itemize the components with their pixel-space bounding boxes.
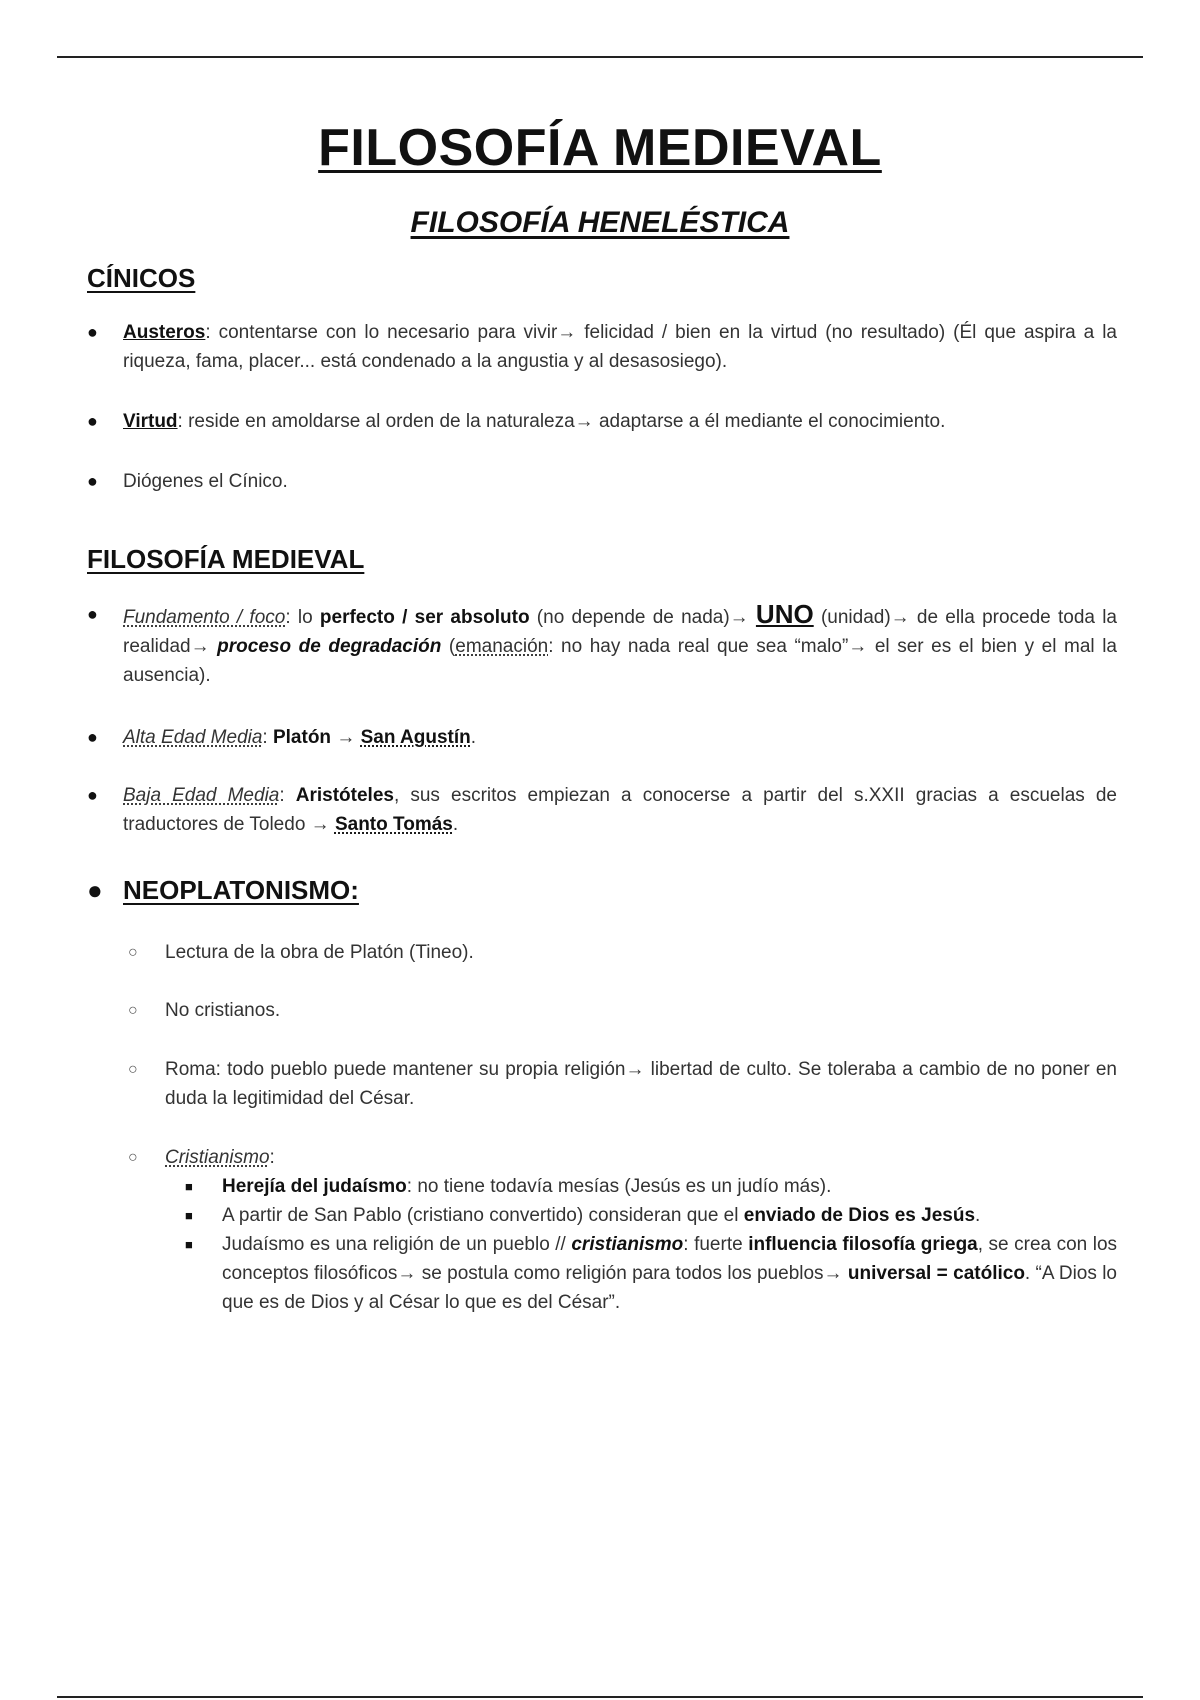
bold-fragment: Santo Tomás	[334, 814, 453, 835]
item-text: Diógenes el Cínico.	[123, 471, 288, 492]
text-fragment: : no tiene todavía mesías (Jesús es un judío más).	[406, 1176, 832, 1197]
term: Fundamento / foco	[123, 607, 286, 628]
bold-fragment: San Agustín	[360, 727, 471, 748]
list-item	[128, 1055, 1117, 1113]
bold-fragment: influencia filosofía griega	[748, 1234, 978, 1255]
list-item	[87, 600, 1117, 690]
circle-bullet-icon: ○	[128, 1061, 138, 1078]
section-heading-neoplatonismo	[87, 875, 359, 906]
text-fragment: (	[441, 636, 456, 657]
bold-fragment: Platón	[272, 727, 332, 748]
top-rule	[57, 56, 1143, 58]
item-text: : reside en amoldarse al orden de la naturaleza→ adaptarse a él mediante el conocimiento.	[177, 411, 946, 432]
list-item	[87, 407, 1117, 436]
uno-highlight: UNO	[755, 599, 814, 629]
bullet-icon: ●	[87, 411, 98, 431]
text-fragment: .	[470, 727, 477, 748]
term: Alta Edad Media	[123, 727, 263, 748]
square-bullet-icon: ■	[185, 1179, 193, 1194]
bullet-icon: ●	[87, 471, 98, 491]
item-text: Roma: todo pueblo puede mantener su propia religión→ libertad de culto. Se toleraba a cambio de no poner en duda la legitimidad del César.	[165, 1059, 1117, 1109]
list-item	[128, 996, 1117, 1025]
text-fragment: Judaísmo es una religión de un pueblo //	[222, 1234, 572, 1255]
term: Baja Edad Media	[123, 785, 280, 806]
circle-bullet-icon: ○	[128, 1002, 138, 1019]
bold-fragment: Herejía del judaísmo	[222, 1176, 407, 1197]
text-fragment: :	[269, 1147, 275, 1168]
bullet-icon: ●	[87, 727, 98, 747]
section-heading-medieval: FILOSOFÍA MEDIEVAL	[87, 544, 365, 574]
circle-bullet-icon: ○	[128, 944, 138, 961]
text-fragment: :	[279, 785, 296, 806]
bold-fragment: cristianismo	[571, 1234, 684, 1255]
text-fragment: : fuerte	[683, 1234, 749, 1255]
circle-bullet-icon: ○	[128, 1149, 138, 1166]
item-text: : contentarse con lo necesario para vivir→ felicidad / bien en la virtud (no resultado) (Él que aspira a la riqueza, fama, placer... está condenado a la angustia y al desasosiego).	[123, 322, 1117, 372]
list-item	[87, 723, 1117, 752]
text-fragment: →	[331, 727, 361, 748]
list-item	[87, 467, 1117, 496]
list-item	[185, 1172, 1117, 1201]
bold-fragment: Aristóteles	[295, 785, 394, 806]
page-subtitle: FILOSOFÍA HENELÉSTICA	[410, 206, 790, 239]
list-item	[87, 781, 1117, 839]
bold-fragment: enviado de Dios es Jesús	[743, 1205, 976, 1226]
page-title: FILOSOFÍA MEDIEVAL	[318, 119, 882, 177]
bullet-icon: ●	[87, 785, 98, 805]
bullet-icon: ●	[87, 875, 103, 905]
text-fragment: : no hay nada real que sea “malo”→ el ser es el bien y el mal la ausencia).	[123, 636, 1117, 686]
text-fragment: : lo	[285, 607, 320, 628]
bold-fragment: proceso de degradación	[217, 636, 442, 657]
term: emanación	[455, 636, 549, 657]
text-fragment: A partir de San Pablo (cristiano convertido) consideran que el	[222, 1205, 744, 1226]
text-fragment: :	[262, 727, 273, 748]
list-item	[128, 938, 1117, 967]
bottom-rule	[57, 1696, 1143, 1698]
text-fragment: (unidad)→ de ella procede toda la realidad→	[123, 607, 1117, 657]
list-item	[128, 1143, 1117, 1172]
text-fragment: .	[452, 814, 459, 835]
term: Cristianismo	[165, 1147, 270, 1168]
list-item	[185, 1201, 1117, 1230]
text-fragment: , sus escritos empiezan a conocerse a partir del s.XXII gracias a escuelas de traductores de Toledo →	[123, 785, 1118, 835]
text-fragment: (no depende de nada)→	[529, 607, 756, 628]
list-item	[87, 318, 1117, 376]
term: Austeros	[123, 322, 206, 343]
square-bullet-icon: ■	[185, 1237, 193, 1252]
bold-fragment: perfecto / ser absoluto	[319, 607, 530, 628]
bullet-icon: ●	[87, 604, 98, 624]
heading-text: NEOPLATONISMO:	[123, 875, 359, 905]
item-text: No cristianos.	[165, 1000, 281, 1021]
text-fragment: , se crea con los conceptos filosóficos→ se postula como religión para todos los pueblos→	[222, 1234, 1118, 1284]
square-bullet-icon: ■	[185, 1208, 193, 1223]
bold-fragment: universal = católico	[847, 1263, 1025, 1284]
bullet-icon: ●	[87, 322, 98, 342]
text-fragment: . “A Dios lo que es de Dios y al César lo que es del César”.	[222, 1263, 1117, 1313]
term: Virtud	[123, 411, 178, 432]
list-item	[185, 1230, 1117, 1317]
item-text: Lectura de la obra de Platón (Tineo).	[165, 942, 474, 963]
text-fragment: .	[975, 1205, 981, 1226]
section-heading-cinicos: CÍNICOS	[87, 263, 196, 293]
